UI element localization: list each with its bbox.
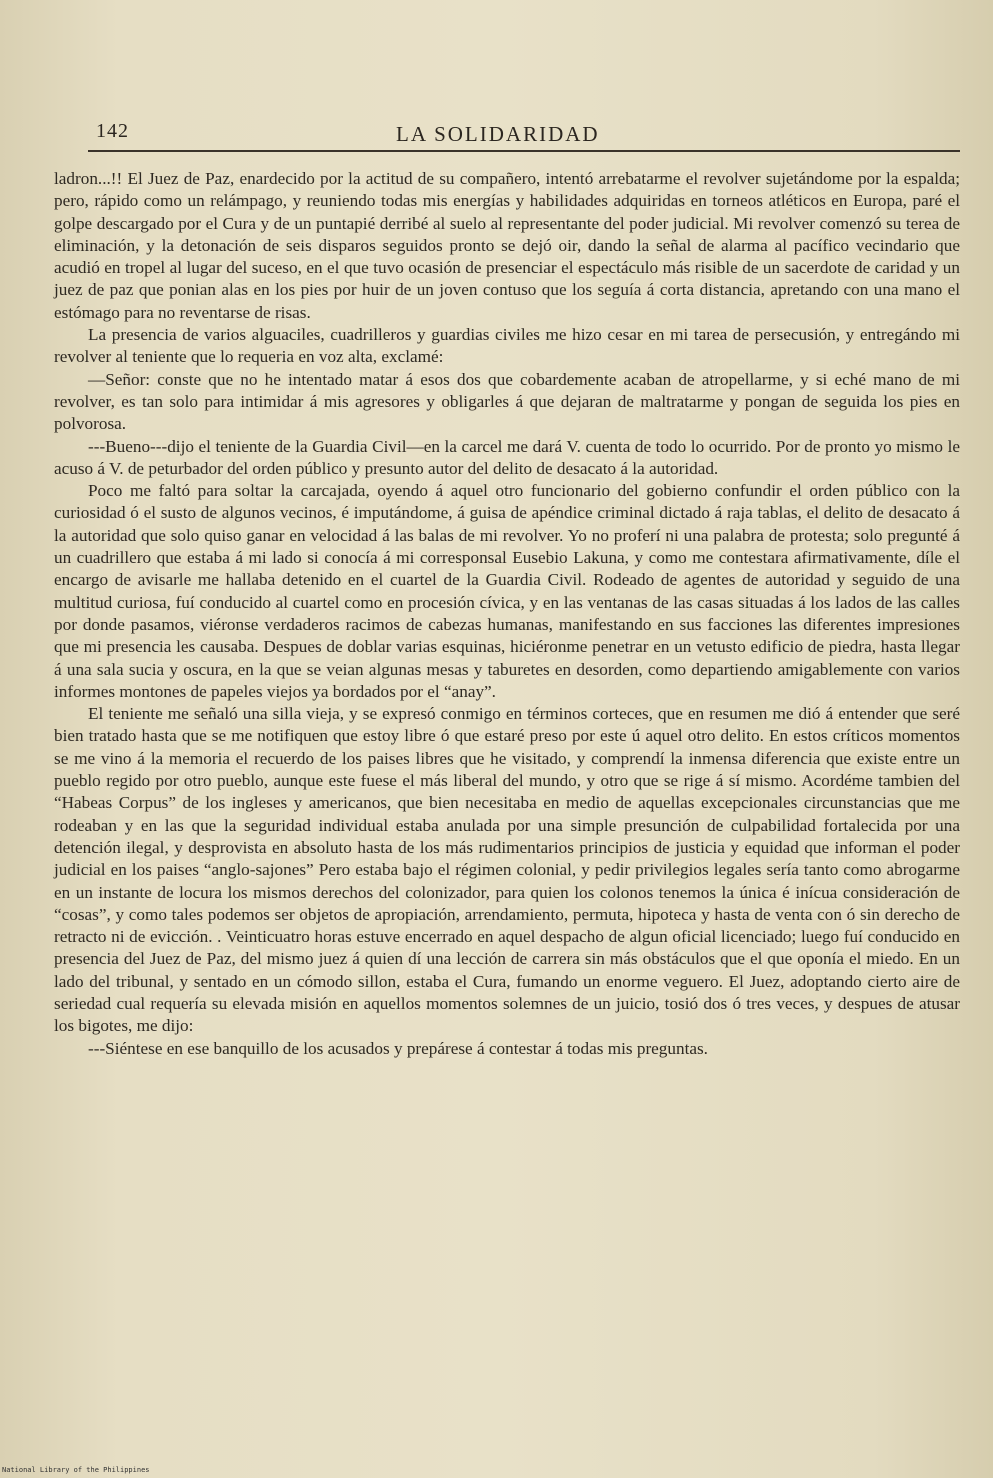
paragraph-7: ---Siéntese en ese banquillo de los acusados y prepárese á contestar á todas mis preguntas.	[88, 1038, 708, 1058]
paragraph-3: —Señor: conste que no he intentado matar á esos dos que cobardemente acaban de atropellarme, y si eché mano de mi revolver, es tan solo para intimidar á mis agresores y obligarles á que dejaran de maltratarme y pongan de seguida los pies en polvorosa.	[54, 369, 960, 434]
paragraph-2: La presencia de varios alguaciles, cuadrilleros y guardias civiles me hizo cesar en mi tarea de persecusión, y entregándo mi revolver al teniente que lo requeria en voz alta, exclamé:	[54, 325, 960, 367]
paragraph-4: ---Bueno---dijo el teniente de la Guardia Civil—en la carcel me dará V. cuenta de todo lo ocurrido. Por de pronto yo mismo le acuso á V. de peturbador del orden público y presunto autor del delito de desacato á la autoridad.	[54, 436, 960, 478]
paragraph-5: Poco me faltó para soltar la carcajada, oyendo á aquel otro funcionario del gobierno confundir el orden público con la curiosidad ó el susto de algunos vecinos, é imputándome, á guisa de apéndice criminal dictado á raja tablas, el delito de desacato á la autoridad que solo quiso ganar en velocidad á las balas de mi revolver. Yo no proferí ni una palabra de protesta; solo pregunté á un cuadrillero que estaba á mi lado si conocía á mi corresponsal Eusebio Lakuna, y como me contestara afirmativamente, díle el encargo de avisarle me hallaba detenido en el cuartel de la Guardia Civil. Rodeado de agentes de autoridad y seguido de una multitud curiosa, fuí conducido al cuartel como en procesión cívica, y en las ventanas de las casas situadas á los lados de las calles por donde pasamos, viéronse verdaderos racimos de cabezas humanas, manifestando en sus facciones las diferentes impresiones que mi presencia les causaba. Despues de doblar varias esquinas, hiciéronme penetrar en un vetusto edificio de piedra, hasta llegar á una sala sucia y oscura, en la que se veian algunas mesas y taburetes en desorden, como departiendo amigablemente con varios informes montones de papeles viejos ya bordados por el “anay”.	[54, 481, 960, 701]
article-body	[54, 168, 960, 1060]
running-title: LA SOLIDARIDAD	[396, 122, 600, 146]
page-header	[96, 120, 956, 150]
header-rule	[88, 150, 960, 152]
page-number: 142	[96, 120, 129, 142]
paragraph-6: El teniente me señaló una silla vieja, y se expresó conmigo en términos corteces, que en resumen me dió á entender que seré bien tratado hasta que se me notifiquen que estoy libre ó que estaré preso por este ú aquel otro delito. En estos críticos momentos se me vino á la memoria el recuerdo de los paises libres que he visitado, y comprendí la inmensa diferencia que existe entre un pueblo regido por otro pueblo, aunque este fuese el más liberal del mundo, y otro que se rige á sí mismo. Acordéme tambien del “Habeas Corpus” de los ingleses y americanos, que bien necesitaba en medio de aquellas excepcionales circunstancias que me rodeaban y en las que la seguridad individual estaba anulada por una simple presunción de culpabilidad fortalecida por una detención ilegal, y desprovista en absoluto hasta de los más rudimentarios principios de justicia y equidad que informan el poder judicial en los paises “anglo-sajones” Pero estaba bajo el régimen colonial, y pedir privilegios legales sería tanto como abrogarme en un instante de locura los mismos derechos del colonizador, para quien los colonos tenemos la única é inícua consideración de “cosas”, y como tales podemos ser objetos de apropiación, arrendamiento, permuta, hipoteca y hasta de venta con ó sin derecho de retracto ni de evicción. . Veinticuatro horas estuve encerrado en aquel despacho de algun oficial licenciado; luego fuí conducido en presencia del Juez de Paz, del mismo juez á quien dí una lección de carrera sin más obstáculos que el que oponía el miedo. En un lado del tribunal, y sentado en un cómodo sillon, estaba el Cura, fumando un enorme veguero. El Juez, adoptando cierto aire de seriedad cual requería su elevada misión en aquellos momentos solemnes de un juicio, tosió dos ó tres veces, y despues de atusar los bigotes, me dijo:	[54, 704, 960, 1036]
paragraph-1: ladron...!! El Juez de Paz, enardecido por la actitud de su compañero, intentó arrebatarme el revolver sujetándome por la espalda; pero, rápido como un relámpago, y reuniendo todas mis energías y habilidades adquiridas en torneos atléticos en Europa, paré el golpe descargado por el Cura y de un puntapié derribé al suelo al representante del poder judicial. Mi revolver comenzó su terea de eliminación, y la detonación de seis disparos seguidos pronto se dejó oir, dando la señal de alarma al pacífico vecindario que acudió en tropel al lugar del suceso, en el que tuvo ocasión de presenciar el espectáculo más risible de un sacerdote de caridad y un juez de paz que ponian alas en los pies por huir de un joven contuso que los seguía á corta distancia, apretando con una mano el estómago para no reventarse de risas.	[54, 169, 960, 322]
scan-credit: National Library of the Philippines	[2, 1466, 150, 1474]
